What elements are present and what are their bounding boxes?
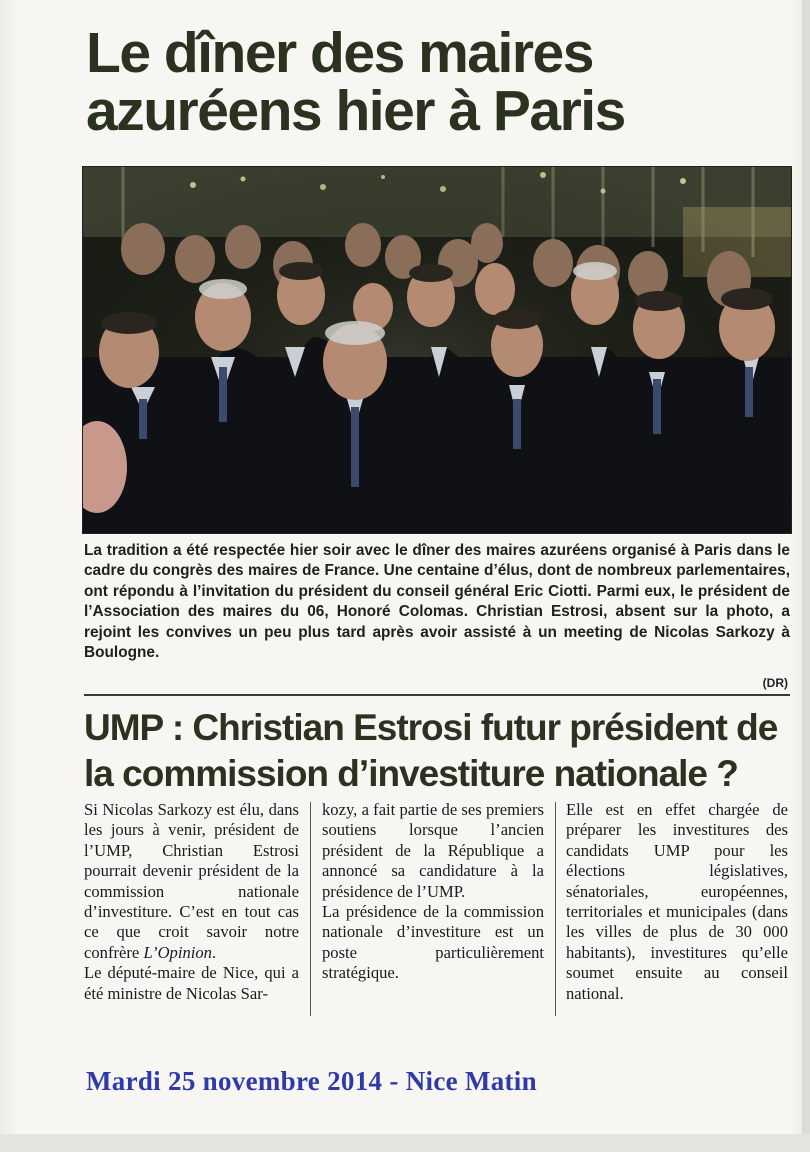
- story-paragraph: Le député-maire de Nice, qui a été ministre de Nicolas Sar-: [84, 963, 299, 1003]
- photo-caption: La tradition a été respectée hier soir avec le dîner des maires azuréens organisé à Paris dans le cadre du congrès des maires de France. Une centaine d’élus, dont de nombreux parlementaires, ont répondu à l’invitation du président du conseil général Eric Ciotti. Parmi eux, le président de l’Association des maires du 06, Honoré Colomas. Christian Estrosi, absent sur la photo, a rejoint les convives un peu plus tard après avoir assisté à un meeting de Nicolas Sarkozy à Boulogne.: [84, 542, 790, 662]
- photo-credit: (DR): [762, 676, 788, 690]
- scan-edge: [802, 0, 810, 1152]
- story-column-1: [84, 800, 299, 1004]
- group-photo: [82, 166, 792, 534]
- story-paragraph: Elle est en effet chargée de préparer les investitures des candidats UMP pour les élections législatives, sénatoriales, européennes, territoriales et municipales (dans les villes de plus de 30 000 habitants), investitures qu’elle soumet ensuite au conseil national.: [566, 800, 788, 1003]
- group-photo-image: [83, 167, 791, 533]
- source-name: L’Opinion: [143, 942, 212, 962]
- story-text: Si Nicolas Sarkozy est élu, dans les jours à venir, président de l’UMP, Christian Estrosi pourrait devenir président de la commission nationale d’investiture. C’est en tout cas ce que croit savoir notre confrère: [84, 800, 299, 962]
- page-headline: Le dîner des maires azuréens hier à Paris: [86, 21, 625, 143]
- story-headline: UMP : Christian Estrosi futur président de la commission d’investiture nationale ?: [84, 707, 778, 794]
- story-paragraph: [84, 800, 299, 963]
- story-column-2: [322, 800, 544, 984]
- story-text: .: [211, 942, 217, 962]
- scan-bottom-edge: [0, 1134, 810, 1152]
- column-separator: [555, 802, 556, 1016]
- story-paragraph: La présidence de la commission nationale d’investiture est un poste particulièrement stratégique.: [322, 902, 544, 983]
- section-divider: [84, 694, 790, 696]
- date-source-footer: Mardi 25 novembre 2014 - Nice Matin: [86, 1066, 537, 1096]
- story-paragraph: kozy, a fait partie de ses premiers soutiens lorsque l’ancien président de la République a annoncé sa candidature à la présidence de l’UMP.: [322, 800, 544, 901]
- column-separator: [310, 802, 311, 1016]
- story-column-3: [566, 800, 788, 1004]
